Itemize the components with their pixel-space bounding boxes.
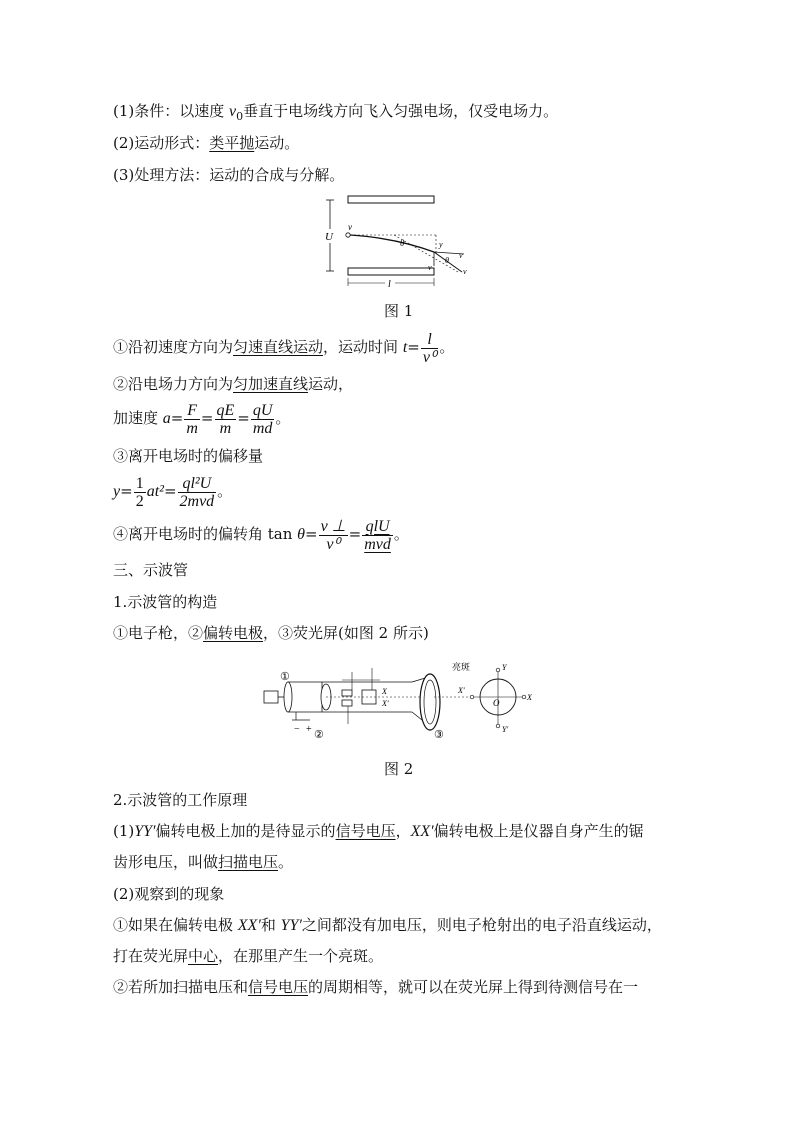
formula-acceleration: 加速度 a= $\frac{F}{m}$ = $\frac{qE}{m}$ = $\frac{qU}{md}$ 。 (113, 401, 291, 437)
fig2-label-minus: − (294, 724, 300, 735)
fig1-label-vperp: v (428, 263, 432, 272)
observation-heading: (2)观察到的现象 (113, 885, 225, 903)
fig1-label-U: U (325, 231, 333, 243)
formula-time: ①沿初速度方向为匀速直线运动，运动时间 t= $\frac{l}{\text{v⁰}}$ 。 (113, 330, 455, 366)
structure-line: ①电子枪，②偏转电极，③荧光屏(如图 2 所示) (113, 624, 429, 642)
fig1-label-v0-out: v (459, 251, 463, 260)
fig2-label-gun: ① (280, 671, 290, 683)
fig2-label-Yp: Y′ (502, 725, 509, 734)
section-heading-oscilloscope: 三、示波管 (113, 561, 189, 579)
fig2-label-spot: 亮斑 (452, 663, 471, 673)
subheading-principle: 2.示波管的工作原理 (113, 791, 248, 809)
method-line: (3)处理方法：运动的合成与分解。 (113, 166, 345, 184)
fig1-label-v: v (463, 267, 467, 276)
principle-line-1: (1)YY′偏转电极上加的是待显示的信号电压，XX′偏转电极上是仪器自身产生的锯 (113, 822, 644, 840)
fig2-label-Xp1: X′ (382, 699, 389, 708)
principle-line-2: 齿形电压，叫做扫描电压。 (113, 853, 294, 871)
figure-2-caption: 图 2 (384, 760, 414, 778)
figure-2-diagram (262, 658, 540, 746)
observation-line-2: 打在荧光屏中心，在那里产生一个亮斑。 (113, 947, 384, 965)
offset-heading: ③离开电场时的偏移量 (113, 447, 264, 465)
figure-1-diagram (318, 192, 473, 292)
fig2-label-Xp2: X′ (458, 686, 465, 695)
fig1-label-v0: v (348, 222, 352, 232)
condition-line: (1)条件：以速度 $v_0$垂直于电场线方向飞入匀强电场，仅受电场力。 (113, 102, 559, 123)
fig2-label-X1: X (382, 687, 387, 696)
formula-angle: ④离开电场时的偏转角 tan θ= $\frac{v \perp}{\text{v⁰}}$ = $\frac{\text{qlU}}{\text{mvd}}$ 。 (113, 517, 409, 553)
motion-form-line: (2)运动形式：类平抛运动。 (113, 134, 300, 152)
fig2-label-screen: ③ (434, 729, 444, 741)
fig1-label-theta-1: θ (400, 238, 405, 248)
fig2-label-X2: X (527, 693, 532, 702)
fig1-label-l: l (388, 279, 391, 290)
subheading-structure: 1.示波管的构造 (113, 593, 218, 611)
fig2-label-Y: Y (502, 663, 507, 672)
formula-offset: y= $\frac{1}{2}$ at²= $\frac{\text{ql²U}}{\text{2mvd}}$ 。 (113, 474, 233, 510)
fig2-label-plus: + (306, 724, 312, 735)
formula-acc-dir: ②沿电场力方向为匀加速直线运动， (113, 375, 354, 393)
fig1-label-theta-2: θ (445, 256, 449, 265)
fig1-label-y: y (439, 240, 443, 249)
observation-line-3: ②若所加扫描电压和信号电压的周期相等，就可以在荧光屏上得到待测信号在一 (113, 978, 639, 996)
observation-line-1: ①如果在偏转电极 XX′和 YY′之间都没有加电压，则电子枪射出的电子沿直线运动， (113, 916, 662, 934)
fig2-label-O: O (493, 698, 500, 708)
fig2-label-plates: ② (314, 729, 324, 741)
figure-1-caption: 图 1 (384, 302, 414, 320)
